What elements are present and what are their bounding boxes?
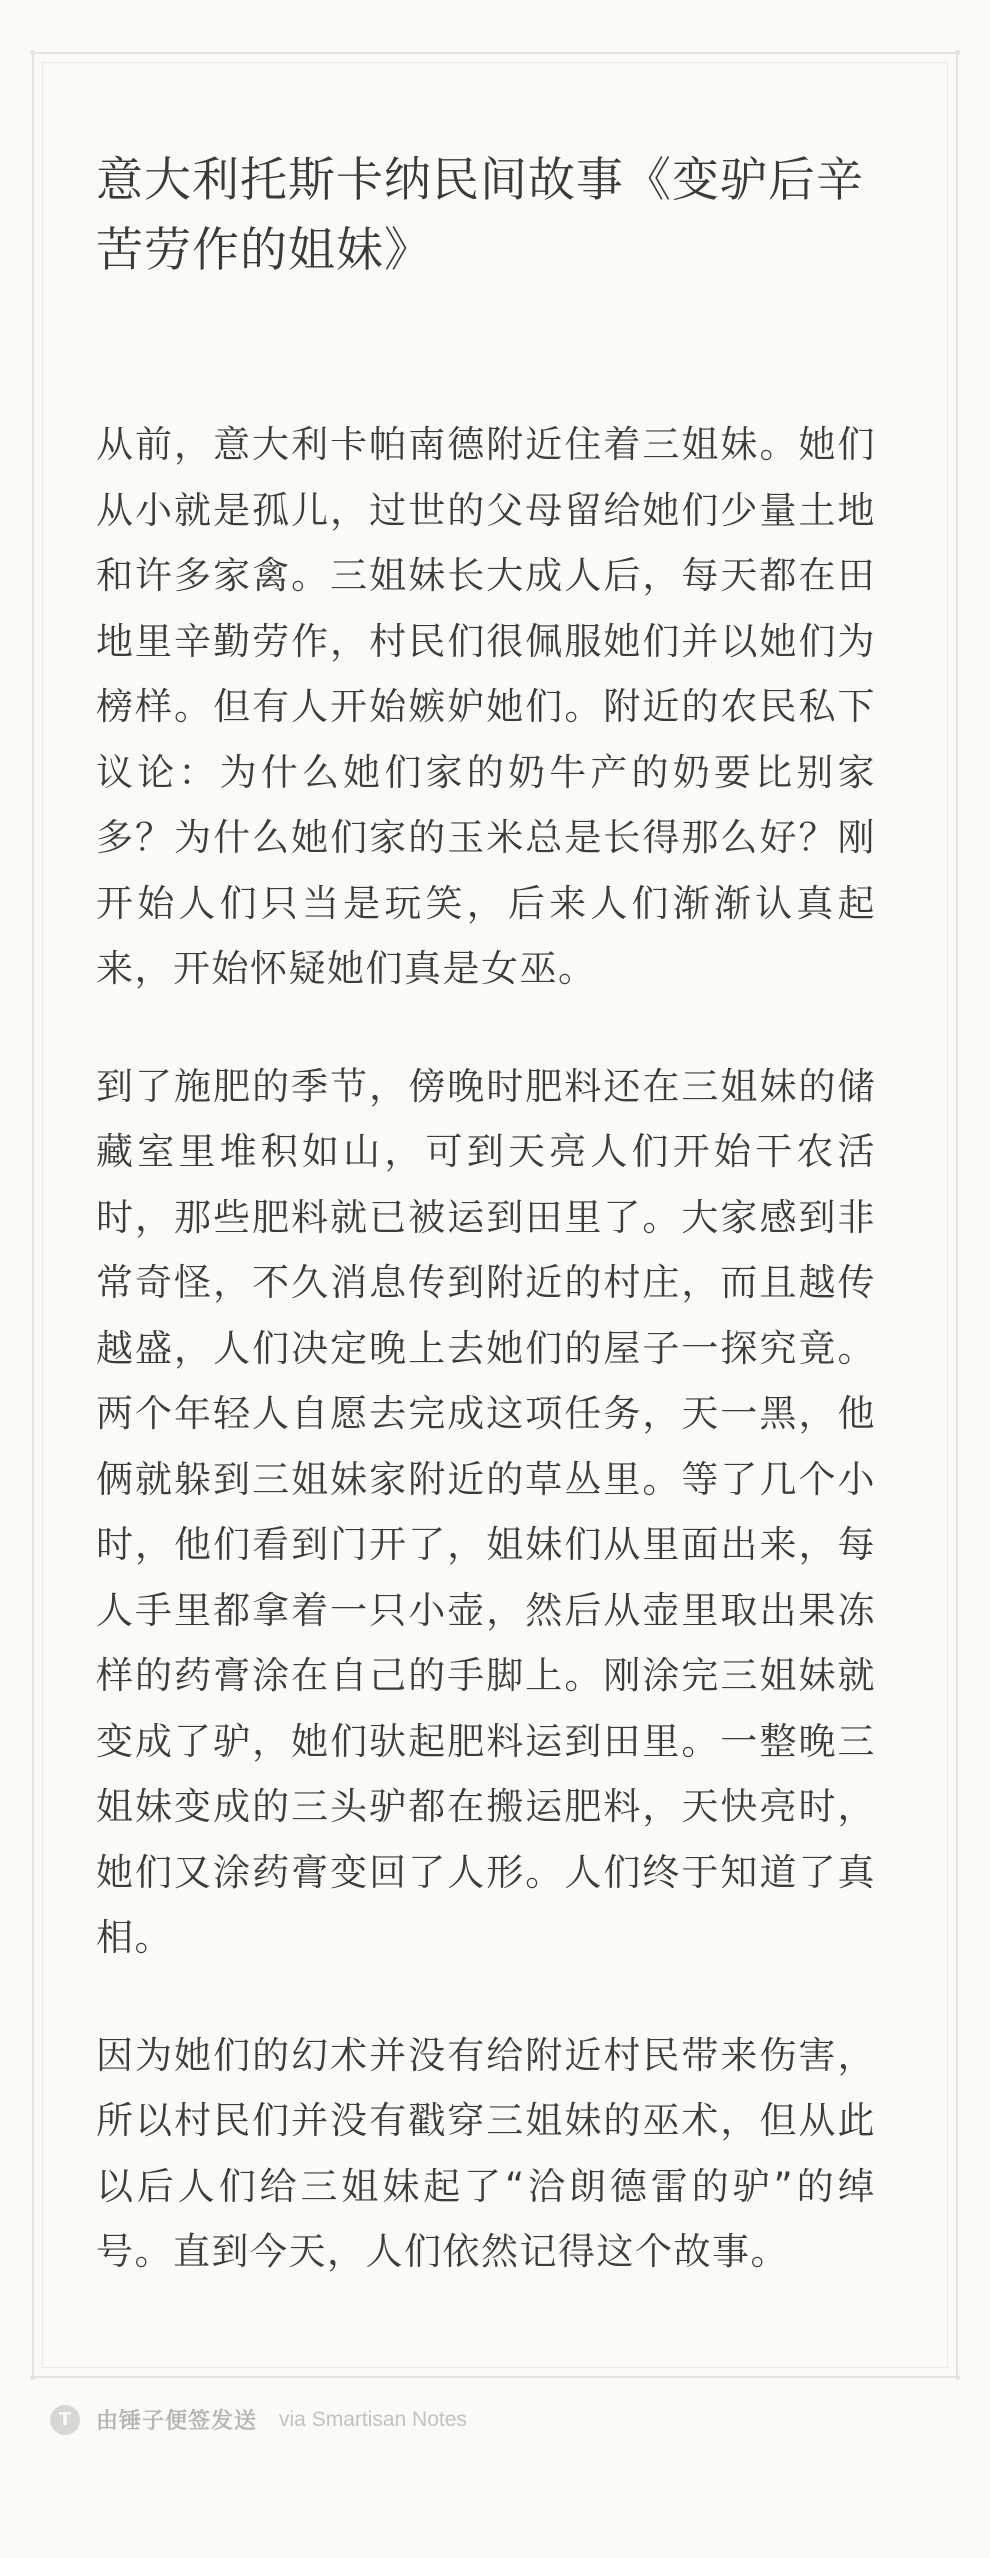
- smartisan-hammer-icon: T: [50, 2405, 80, 2435]
- note-paragraph: 因为她们的幻术并没有给附近村民带来伤害，所以村民们并没有戳穿三姐妹的巫术，但从此以后人们给三姐妹起了“洽朗德雷的驴”的绰号。直到今天，人们依然记得这个故事。: [96, 2033, 876, 2273]
- footer-attribution: [50, 2404, 467, 2435]
- frame-corner-ornament: [955, 50, 960, 55]
- frame-corner-ornament: [955, 2375, 960, 2380]
- via-app-label: via Smartisan Notes: [279, 2407, 467, 2431]
- note-paragraph: 到了施肥的季节，傍晚时肥料还在三姐妹的储藏室里堆积如山，可到天亮人们开始干农活时，那些肥料就已被运到田里了。大家感到非常奇怪，不久消息传到附近的村庄，而且越传越盛，人们决定晚上去她们的屋子一探究竟。两个年轻人自愿去完成这项任务，天一黑，他俩就躲到三姐妹家附近的草丛里。等了几个小时，他们看到门开了，姐妹们从里面出来，每人手里都拿着一只小壶，然后从壶里取出果冻样的药膏涂在自己的手脚上。刚涂完三姐妹就变成了驴，她们驮起肥料运到田里。一整晚三姐妹变成的三头驴都在搬运肥料，天快亮时，她们又涂药膏变回了人形。人们终于知道了真相。: [96, 1064, 876, 1959]
- sent-by-label: 由锤子便签发送: [96, 2409, 258, 2434]
- note-paragraph: 从前，意大利卡帕南德附近住着三姐妹。她们从小就是孤儿，过世的父母留给她们少量土地和许多家禽。三姐妹长大成人后，每天都在田地里辛勤劳作，村民们很佩服她们并以她们为榜样。但有人开始嫉妒她们。附近的农民私下议论：为什么她们家的奶牛产的奶要比别家多？为什么她们家的玉米总是长得那么好？刚开始人们只当是玩笑，后来人们渐渐认真起来，开始怀疑她们真是女巫。: [96, 423, 876, 990]
- note-body: [96, 412, 876, 2337]
- frame-corner-ornament: [30, 2375, 35, 2380]
- note-title: 意大利托斯卡纳民间故事《变驴后辛苦劳作的姐妹》: [96, 153, 864, 278]
- frame-corner-ornament: [30, 50, 35, 55]
